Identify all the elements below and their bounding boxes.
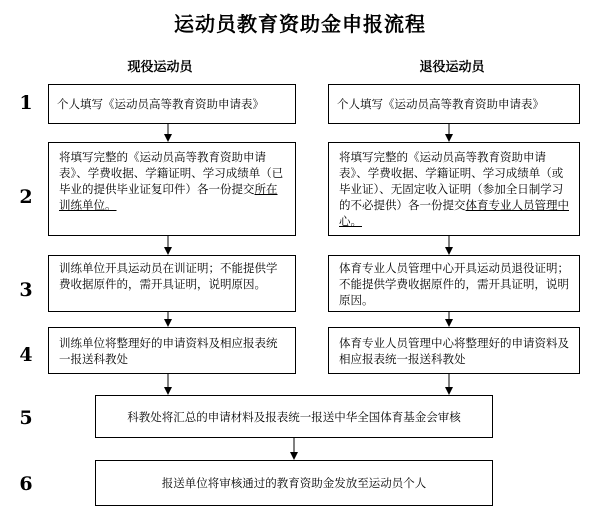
step4-retired-text: 体育专业人员管理中心将整理好的申请资料及相应报表统一报送科教处 xyxy=(339,335,569,366)
step1-retired-text: 个人填写《运动员高等教育资助申请表》 xyxy=(337,97,544,111)
step1-active-text: 个人填写《运动员高等教育资助申请表》 xyxy=(57,97,264,111)
step2-retired-text: 将填写完整的《运动员高等教育资助申请表》、学费收据、学籍证明、学习成绩单（或毕业证）、无固定收入证明（参加全日制学习的不必提供）各一份提交 xyxy=(339,150,564,212)
page-title: 运动员教育资助金申报流程 xyxy=(174,12,426,36)
step-number-3: 3 xyxy=(19,279,33,301)
step2-active-text: 将填写完整的《运动员高等教育资助申请表》、学费收据、学籍证明、学习成绩单（已毕业的提供毕业证复印件）各一份提交 xyxy=(59,150,284,196)
step6-merged-text: 报送单位将审核通过的教育资助金发放至运动员个人 xyxy=(161,476,427,490)
column-header-retired: 退役运动员 xyxy=(419,60,485,75)
step3-retired-text: 体育专业人员管理中心开具运动员退役证明；不能提供学费收据原件的，需开具证明，说明原因。 xyxy=(339,261,569,307)
step3-active-text: 训练单位开具运动员在训证明；不能提供学费收据原件的，需开具证明，说明原因。 xyxy=(59,261,278,291)
step-number-1: 1 xyxy=(19,92,33,114)
step2-active-destination: 所在训练单位。 xyxy=(59,182,278,212)
step4-active-text: 训练单位将整理好的申请资料及相应报表统一报送科教处 xyxy=(59,335,278,366)
step-number-4: 4 xyxy=(19,344,33,366)
step-number-5: 5 xyxy=(19,407,33,429)
step-number-6: 6 xyxy=(19,473,33,495)
column-header-active: 现役运动员 xyxy=(127,60,193,75)
step2-retired-destination: 体育专业人员管理中心。 xyxy=(339,198,569,228)
step-number-2: 2 xyxy=(19,186,33,208)
step5-merged-text: 科教处将汇总的申请材料及报表统一报送中华全国体育基金会审核 xyxy=(127,409,461,424)
